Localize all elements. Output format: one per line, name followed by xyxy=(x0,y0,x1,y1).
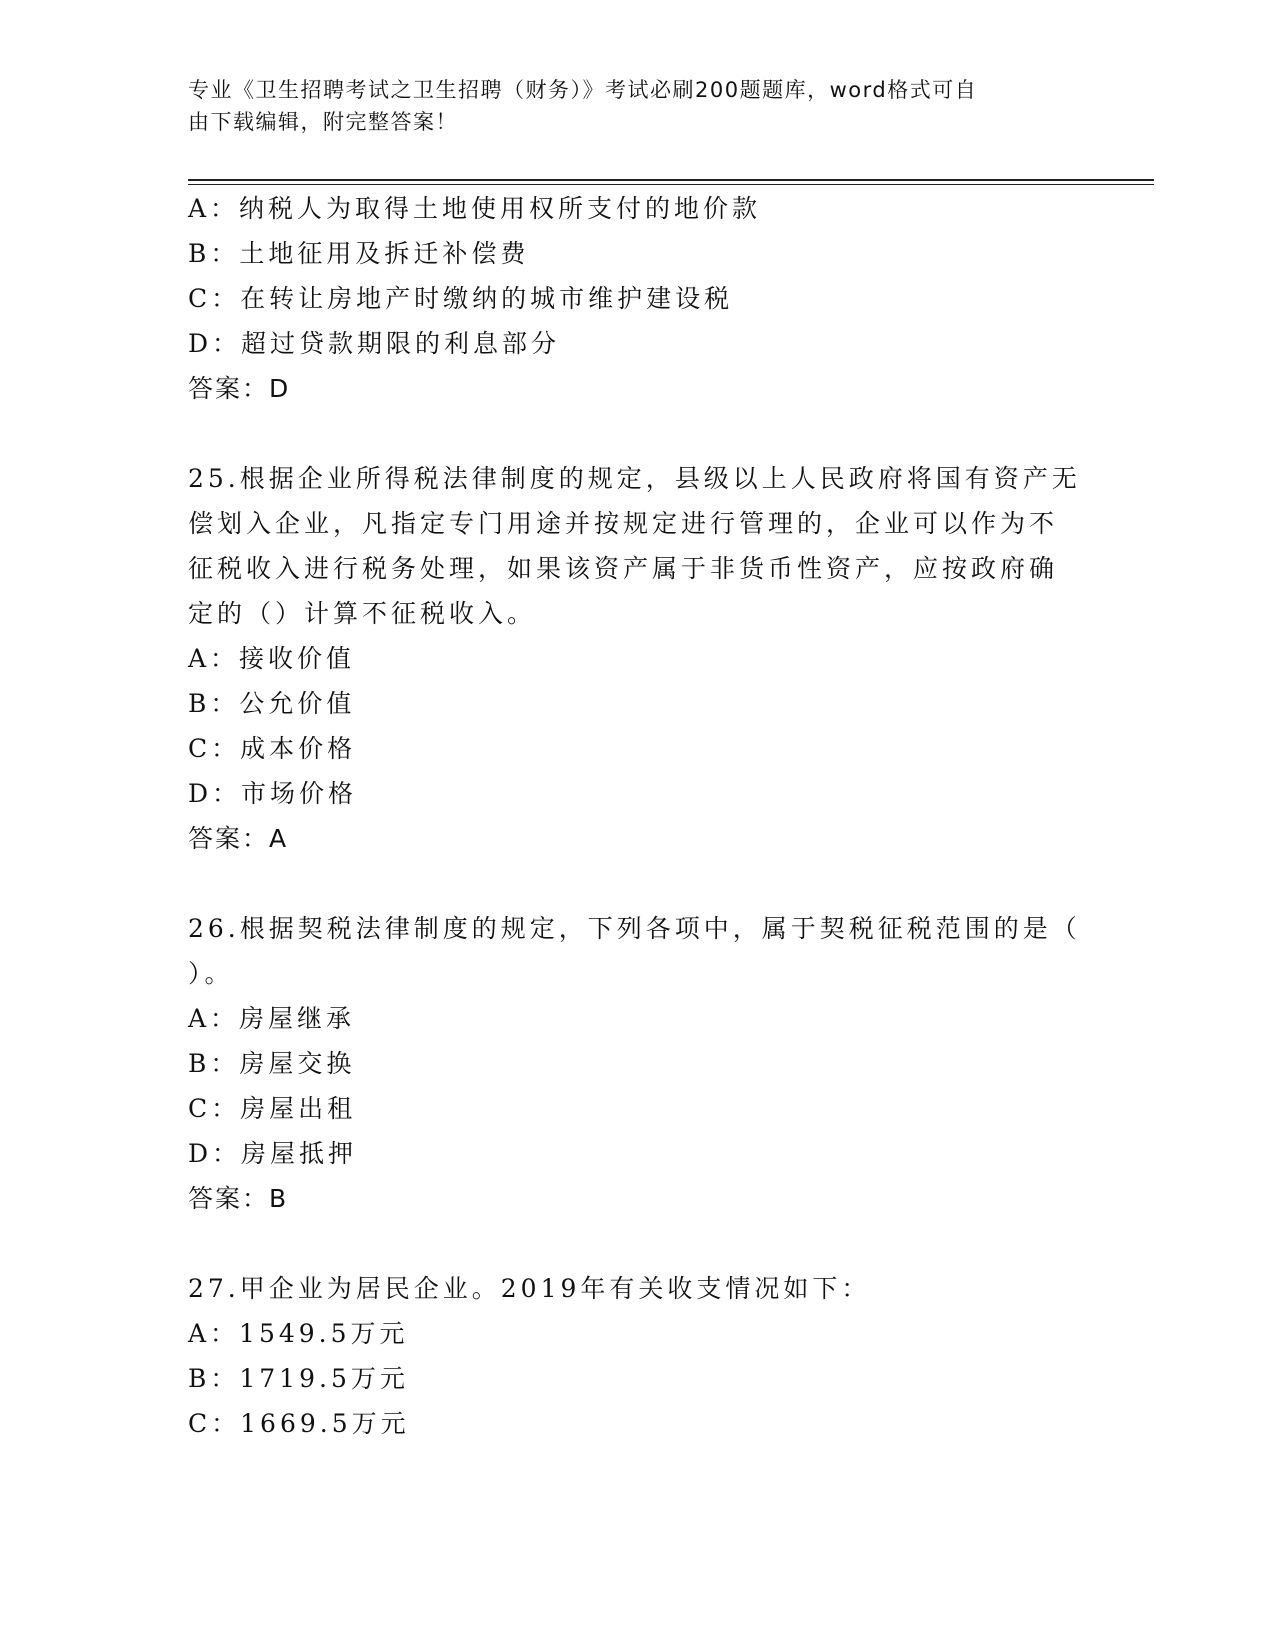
q24-option-b: B：土地征用及拆迁补偿费 xyxy=(188,239,530,268)
q25-answer: 答案：A xyxy=(188,824,289,853)
q26-option-a: A：房屋继承 xyxy=(188,1004,356,1033)
q25-stem-line-1: 25.根据企业所得税法律制度的规定，县级以上人民政府将国有资产无 xyxy=(188,464,1081,493)
q25-option-c: C：成本价格 xyxy=(188,734,357,763)
q25-stem-line-2: 偿划入企业，凡指定专门用途并按规定进行管理的，企业可以作为不 xyxy=(188,509,1059,538)
header-line-2: 由下载编辑，附完整答案！ xyxy=(188,110,458,134)
q25-stem-line-4: 定的（）计算不征税收入。 xyxy=(188,599,537,628)
q24-option-c: C：在转让房地产时缴纳的城市维护建设税 xyxy=(188,284,734,313)
q26-stem-line-1: 26.根据契税法律制度的规定，下列各项中，属于契税征税范围的是（ xyxy=(188,914,1081,943)
q24-option-d: D：超过贷款期限的利息部分 xyxy=(188,329,561,358)
q25-option-d: D：市场价格 xyxy=(188,779,358,808)
q26-stem-line-2: ）。 xyxy=(188,959,234,988)
q27-stem-line-1: 27.甲企业为居民企业。2019年有关收支情况如下： xyxy=(188,1274,871,1303)
q25-option-a: A：接收价值 xyxy=(188,644,356,673)
q26-option-c: C：房屋出租 xyxy=(188,1094,357,1123)
header-line-1: 专业《卫生招聘考试之卫生招聘（财务）》考试必刷200题题库，word格式可自 xyxy=(188,78,978,102)
q24-option-a: A：纳税人为取得土地使用权所支付的地价款 xyxy=(188,194,762,223)
q25-stem-line-3: 征税收入进行税务处理，如果该资产属于非货币性资产，应按政府确 xyxy=(188,554,1059,583)
header-divider-thin xyxy=(188,184,1154,185)
q27-option-c: C：1669.5万元 xyxy=(188,1409,410,1438)
q24-answer: 答案：D xyxy=(188,374,291,403)
q26-option-d: D：房屋抵押 xyxy=(188,1139,358,1168)
q25-option-b: B：公允价值 xyxy=(188,689,356,718)
document-header xyxy=(188,74,1068,138)
q27-option-a: A：1549.5万元 xyxy=(188,1319,409,1348)
q27-option-b: B：1719.5万元 xyxy=(188,1364,409,1393)
header-divider-thick xyxy=(188,179,1154,181)
q26-answer: 答案：B xyxy=(188,1184,289,1213)
q26-option-b: B：房屋交换 xyxy=(188,1049,356,1078)
